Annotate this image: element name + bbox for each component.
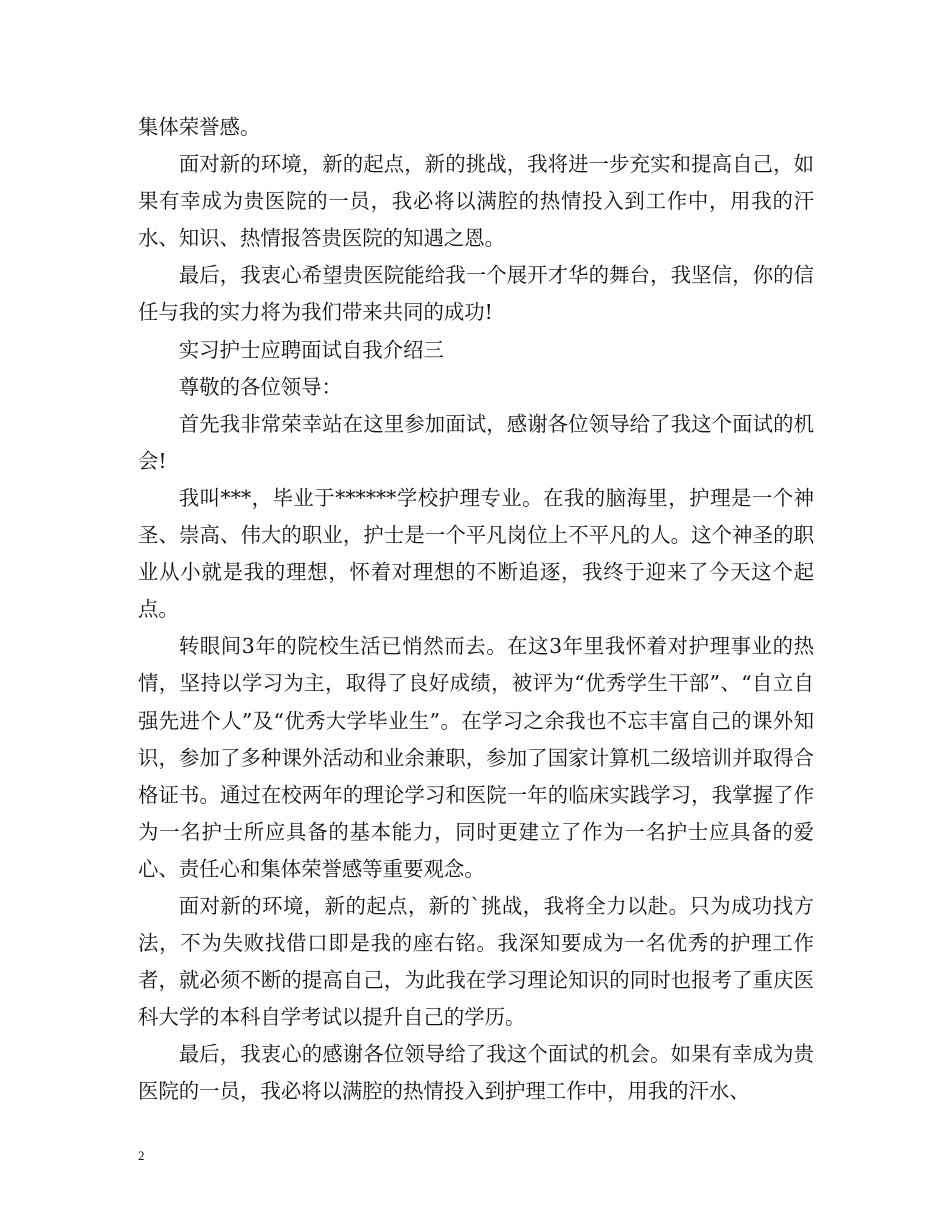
paragraph: 集体荣誉感。 bbox=[138, 115, 261, 139]
paragraph: 首先我非常荣幸站在这里参加面试，感谢各位领导给了我这个面试的机会! bbox=[138, 411, 814, 473]
document-body bbox=[138, 109, 814, 1111]
page-number: 2 bbox=[138, 1148, 145, 1163]
paragraph: 面对新的环境，新的起点，新的`挑战，我将全力以赴。只为成功找方法，不为失败找借口即是我的座右铭。我深知要成为一名优秀的护理工作者，就必须不断的提高自己，为此我在学习理论知识的同时也报考了重庆医科大学的本科自学考试以提升自己的学历。 bbox=[138, 893, 814, 1030]
paragraph: 最后，我衷心的感谢各位领导给了我这个面试的机会。如果有幸成为贵医院的一员，我必将以满腔的热情投入到护理工作中，用我的汗水、 bbox=[138, 1042, 814, 1104]
paragraph: 我叫***，毕业于******学校护理专业。在我的脑海里，护理是一个神圣、崇高、伟大的职业，护士是一个平凡岗位上不平凡的人。这个神圣的职业从小就是我的理想，怀着对理想的不断追逐，我终于迎来了今天这个起点。 bbox=[138, 485, 814, 622]
salutation: 尊敬的各位领导： bbox=[178, 374, 342, 399]
paragraph: 面对新的环境，新的起点，新的挑战，我将进一步充实和提高自己，如果有幸成为贵医院的一员，我必将以满腔的热情投入到工作中，用我的汗水、知识、热情报答贵医院的知遇之恩。 bbox=[138, 152, 814, 251]
section-heading: 实习护士应聘面试自我介绍三 bbox=[178, 337, 444, 362]
paragraph: 转眼间3年的院校生活已悄然而去。在这3年里我怀着对护理事业的热情，坚持以学习为主，取得了良好成绩，被评为“优秀学生干部”、“自立自强先进个人”及“优秀大学毕业生”。在学习之余我也不忘丰富自己的课外知识，参加了多种课外活动和业余兼职，参加了国家计算机二级培训并取得合格证书。通过在校两年的理论学习和医院一年的临床实践学习，我掌握了作为一名护士所应具备的基本能力，同时更建立了作为一名护士应具备的爱心、责任心和集体荣誉感等重要观念。 bbox=[138, 634, 814, 881]
paragraph: 最后，我衷心希望贵医院能给我一个展开才华的舞台，我坚信，你的信任与我的实力将为我们带来共同的成功! bbox=[138, 263, 814, 325]
